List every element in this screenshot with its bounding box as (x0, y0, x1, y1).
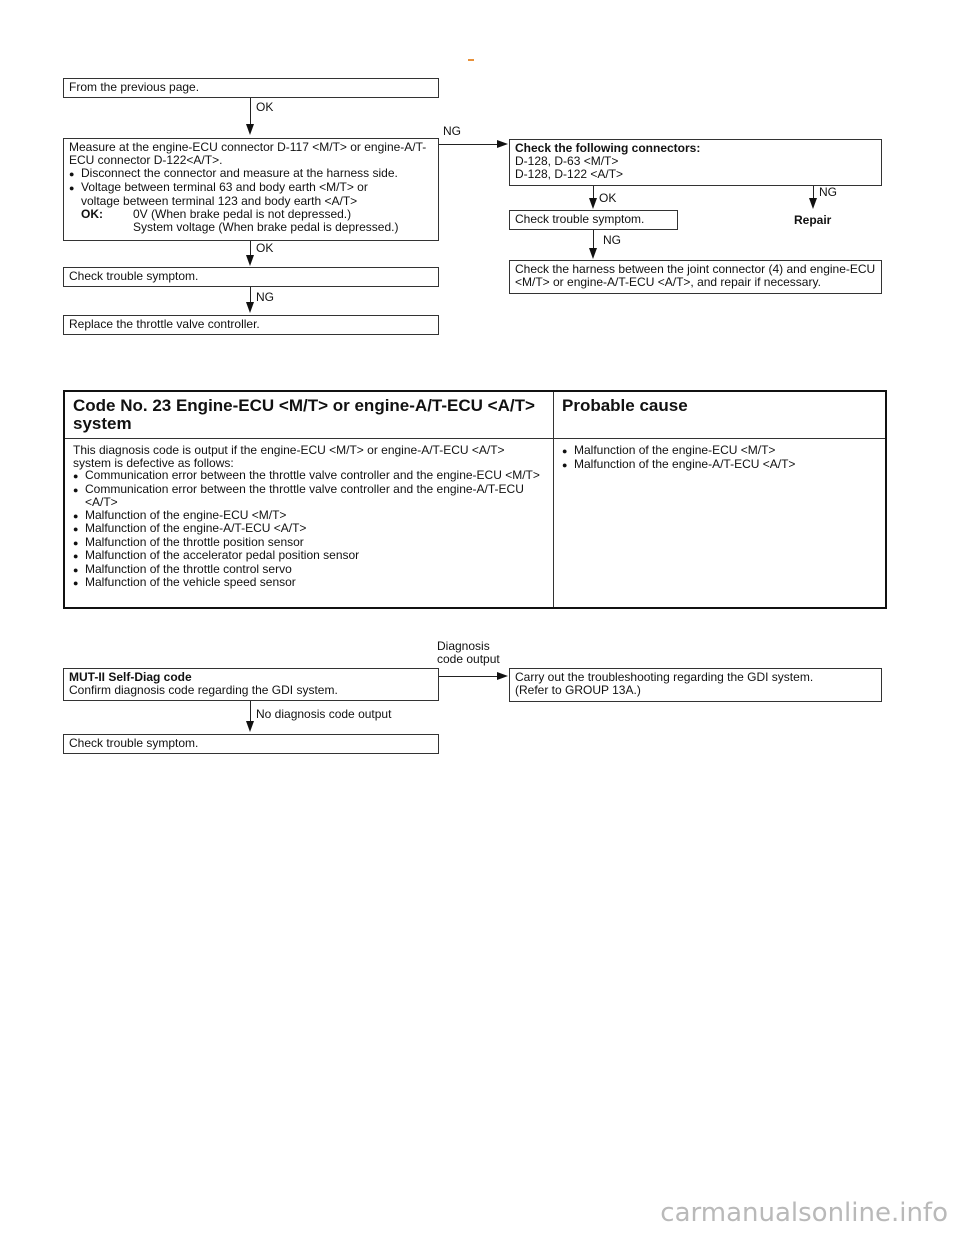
ng-label: NG (819, 185, 837, 199)
check-symptom-text: Check trouble symptom. (69, 269, 199, 283)
ok-label: OK (256, 100, 274, 114)
measure-line: Measure at the engine-ECU connector D-117 <M/T> or engine-A/T- (69, 140, 427, 154)
check-symptom-right-box (509, 210, 678, 230)
desc-line: system is defective as follows: (73, 455, 234, 470)
ok-value: System voltage (When brake pedal is depressed.) (133, 220, 399, 234)
from-previous-page-box (63, 78, 439, 98)
carry-out-line: Carry out the troubleshooting regarding the GDI system. (515, 670, 814, 684)
check-symptom-bottom-box (63, 734, 439, 754)
connector-line (439, 676, 499, 677)
arrow-right-icon (497, 140, 508, 148)
connector-line (250, 701, 251, 723)
connectors-box (509, 139, 882, 186)
list-item: ● Malfunction of the engine-ECU <M/T> (562, 444, 877, 458)
harness-line: <M/T> or engine-A/T-ECU <A/T>, and repair if necessary. (515, 275, 821, 289)
check-symptom-text: Check trouble symptom. (69, 736, 199, 750)
page-top-mark (468, 59, 474, 61)
from-previous-page-text: From the previous page. (69, 80, 200, 94)
list-item: ● Malfunction of the accelerator pedal position sensor (73, 549, 545, 563)
code-title-line: system (73, 414, 132, 433)
arrow-down-icon (246, 721, 254, 732)
list-item: ● Malfunction of the throttle control servo (73, 563, 545, 577)
ok-label: OK (256, 241, 274, 255)
connector-line (439, 144, 499, 145)
code-table-body-row (64, 439, 886, 609)
ok-value: 0V (When brake pedal is not depressed.) (133, 207, 352, 221)
check-symptom-text: Check trouble symptom. (515, 212, 645, 226)
ok-key: OK: (81, 207, 103, 221)
measure-box (63, 138, 439, 241)
ok-label: OK (599, 191, 617, 205)
replace-box (63, 315, 439, 335)
mut-box (63, 668, 439, 701)
carry-out-line: (Refer to GROUP 13A.) (515, 683, 641, 697)
no-diagnosis-label: No diagnosis code output (256, 707, 392, 721)
arrow-down-icon (589, 248, 597, 259)
list-item: ● Communication error between the throttle valve controller and the engine-ECU <M/T> (73, 469, 545, 483)
arrow-down-icon (246, 302, 254, 313)
ng-label: NG (443, 124, 461, 138)
probable-cause-cell (554, 439, 887, 609)
ng-label: NG (256, 290, 274, 304)
code-title-line: Code No. 23 Engine-ECU <M/T> or engine-A/T-ECU <A/T> (73, 396, 535, 415)
arrow-down-icon (589, 198, 597, 209)
list-item: ● Malfunction of the engine-A/T-ECU <A/T> (562, 458, 877, 472)
carry-out-box (509, 668, 882, 702)
connector-line (250, 98, 251, 126)
measure-bullet: ● Disconnect the connector and measure at the harness side. (69, 167, 433, 181)
mut-title: MUT-II Self-Diag code (69, 670, 192, 684)
list-item: ● Malfunction of the vehicle speed sensor (73, 576, 545, 590)
list-item: ● Malfunction of the engine-ECU <M/T> (73, 509, 545, 523)
arrow-right-icon (497, 672, 508, 680)
watermark: carmanualsonline.info (660, 1198, 948, 1228)
code-table (63, 390, 887, 609)
check-symptom-left-box (63, 267, 439, 287)
arrow-down-icon (246, 255, 254, 266)
harness-line: Check the harness between the joint connector (4) and engine-ECU (515, 262, 876, 276)
desc-line: This diagnosis code is output if the engine-ECU <M/T> or engine-A/T-ECU <A/T> (73, 443, 505, 457)
harness-box (509, 260, 882, 294)
repair-label: Repair (794, 213, 832, 227)
arrow-down-icon (246, 124, 254, 135)
arrow-down-icon (809, 198, 817, 209)
connectors-line: D-128, D-63 <M/T> (515, 154, 619, 168)
code-description-cell (64, 439, 554, 609)
measure-line: ECU connector D-122<A/T>. (69, 153, 223, 167)
diagnosis-output-label: code output (437, 652, 500, 666)
list-item: ● Malfunction of the engine-A/T-ECU <A/T> (73, 522, 545, 536)
code-table-header-row (64, 391, 886, 439)
code-title-cell (64, 391, 554, 439)
connector-line (593, 230, 594, 250)
probable-cause-header: Probable cause (554, 391, 887, 439)
replace-text: Replace the throttle valve controller. (69, 317, 260, 331)
mut-line: Confirm diagnosis code regarding the GDI system. (69, 683, 338, 697)
connectors-title: Check the following connectors: (515, 141, 701, 155)
list-item: ● Malfunction of the throttle position sensor (73, 536, 545, 550)
measure-bullet: ● Voltage between terminal 63 and body earth <M/T> or (69, 181, 433, 195)
ng-label: NG (603, 233, 621, 247)
diagnosis-output-label: Diagnosis (437, 639, 490, 653)
measure-line: voltage between terminal 123 and body earth <A/T> (81, 194, 358, 208)
list-item: ● Communication error between the throttle valve controller and the engine-A/T-ECU <A/T> (73, 483, 545, 509)
connectors-line: D-128, D-122 <A/T> (515, 167, 624, 181)
